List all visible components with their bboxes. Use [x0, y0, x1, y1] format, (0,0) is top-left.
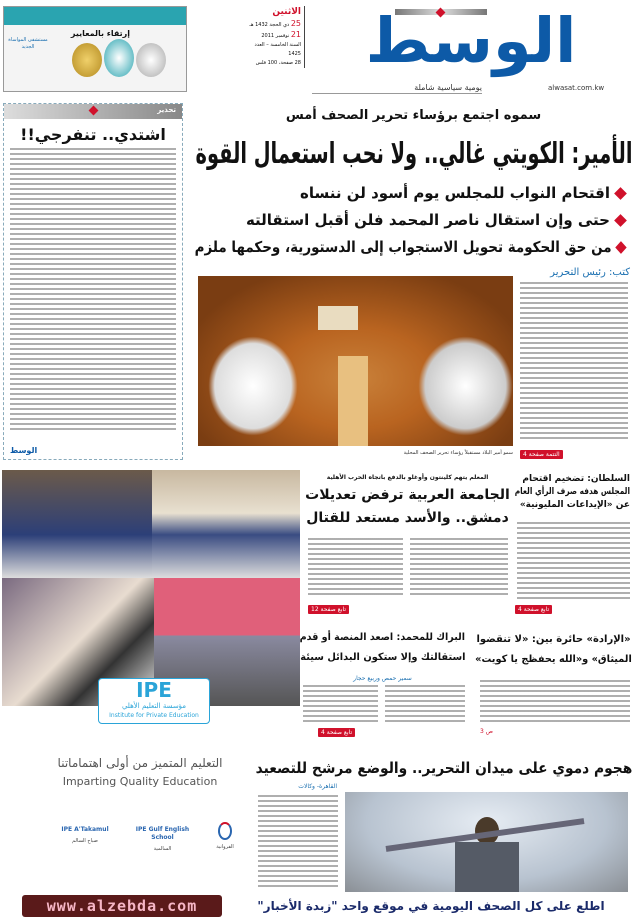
date-column — [243, 6, 305, 68]
story-arab-league-body — [410, 538, 508, 598]
story-sultan-continue[interactable]: تابع صفحة 4 — [515, 605, 552, 614]
story-irada-body — [480, 680, 630, 725]
lead-bullets — [195, 180, 625, 261]
ipe-slogan-en: Imparting Quality Education — [62, 775, 218, 788]
story-irada-continue[interactable]: ص 3 — [480, 728, 493, 735]
editorial-header-label: تحذير — [157, 106, 176, 114]
greg-date: نوفمبر 2011 — [261, 33, 290, 39]
lead-photo-meeting — [198, 276, 513, 446]
story-tahrir-body — [258, 795, 338, 887]
ad-badge-silver — [136, 43, 166, 77]
story-arab-league-continue[interactable]: تابع صفحة 12 — [308, 605, 349, 614]
ad-photo-graduation — [2, 470, 152, 578]
story-tahrir-byline: القاهرة- وكالات — [298, 783, 337, 790]
hijri-line — [243, 19, 301, 30]
lead-kicker: سموه اجتمع برؤساء تحرير الصحف أمس — [285, 108, 542, 123]
story-sultan-body — [517, 522, 630, 600]
story-arab-league-headline-2[interactable]: دمشق.. والأسد مستعد للقتال — [306, 510, 509, 526]
lead-headline[interactable]: الأمير: الكويتي غالي.. ولا نحب استعمال القوة — [195, 136, 632, 170]
story-tahrir-headline[interactable]: هجوم دموي على ميدان التحرير.. والوضع مرشح للتصعيد — [255, 759, 632, 777]
story-irada-headline-1[interactable]: «الإرادة» حائرة بين: «لا تنقضوا — [476, 634, 631, 645]
top-ad[interactable] — [3, 6, 187, 92]
bullet-diamond-icon — [614, 187, 627, 200]
ipe-logo-box — [98, 678, 210, 724]
masthead-tagline: يومية سياسية شاملة — [312, 83, 482, 94]
school-2 — [135, 826, 190, 852]
lead-bullet — [195, 207, 625, 234]
headline-line: السلطان: تضخيم اقتحام — [522, 474, 630, 484]
greg-day: 21 — [290, 30, 301, 39]
editorial-header — [4, 104, 182, 119]
year-issue: السنة الخامسة – العدد — [254, 42, 301, 48]
story-tahrir-photo — [345, 792, 628, 892]
ipe-name-en: Institute for Private Education — [109, 712, 199, 719]
bullet-text: من حق الحكومة تحويل الاستجواب إلى الدستورية، وحكمها ملزم — [194, 238, 612, 256]
ad-badge-hand — [104, 39, 134, 77]
bullet-diamond-icon — [615, 241, 626, 254]
watermark-site[interactable]: www.alzebda.com — [22, 895, 222, 917]
ipe-ad[interactable] — [0, 470, 250, 921]
editorial-body — [10, 148, 176, 433]
story-arab-league-kicker: المعلم يتهم كلينتون وأوغلو بالدفع باتجاه الحرب الأهلية — [326, 474, 489, 481]
school-emblem-icon — [218, 822, 232, 840]
school-area: السالمية — [153, 846, 172, 852]
editorial-box — [3, 103, 183, 460]
ipe-name-ar: مؤسسة التعليم الأهلي — [121, 702, 187, 710]
lead-photo-caption: سمو أمير البلاد مستقبلاً رؤساء تحرير الصحف المحلية — [403, 450, 513, 456]
bullet-diamond-icon — [614, 214, 627, 227]
story-arab-league-headline-1[interactable]: الجامعة العربية ترفض تعديلات — [305, 487, 510, 503]
editorial-footer-logo: الوسط — [10, 446, 38, 455]
headline-line: المجلس هدفه صرف الرأي العام — [514, 487, 630, 497]
lead-bullet — [195, 180, 625, 207]
story-barrak-headline-1[interactable]: البراك للمحمد: اصعد المنصة أو قدم — [299, 632, 465, 643]
school-area: الفروانية — [216, 844, 234, 850]
ad-photo-ceremony — [152, 470, 300, 578]
school-name: IPE A'Takamul — [61, 826, 109, 833]
school-3 — [205, 822, 245, 850]
greg-line — [243, 30, 301, 41]
editorial-diamond-icon — [89, 106, 99, 116]
masthead-logo[interactable]: الوسط — [365, 4, 577, 77]
story-barrak-continue[interactable]: تابع صفحة 4 — [318, 728, 355, 737]
story-barrak-body — [303, 685, 378, 725]
lead-continue-tag[interactable]: التتمة صفحة 4 — [520, 450, 563, 459]
ipe-slogan-ar: التعليم المتميز من أولى اهتماماتنا — [57, 756, 223, 770]
ad-badge-gold — [72, 43, 102, 77]
pages-price: 28 صفحة، 100 فلس — [255, 60, 301, 66]
hijri-day: 25 — [290, 19, 301, 28]
lead-bullet — [195, 234, 625, 261]
lead-byline: كتب: رئيس التحرير — [550, 267, 630, 278]
hijri-date: ذي الحجة 1432 هـ — [249, 22, 290, 28]
bullet-text: حتى وإن استقال ناصر المحمد فلن أقبل استقالته — [245, 211, 610, 229]
editorial-title: اشتدي.. تنفرجي!! — [20, 125, 166, 144]
story-arab-league-body — [308, 538, 403, 598]
watermark-text: اطلع على كل الصحف اليومية في موقع واحد "زبدة الأخبار" — [235, 897, 627, 915]
story-barrak-body — [385, 685, 465, 725]
school-name: IPE Gulf English School — [135, 826, 190, 841]
top-ad-side-text: مستشفى المواساة الجديد — [8, 37, 48, 50]
website[interactable]: alwasat.com.kw — [548, 84, 605, 92]
day-name: الاثنين — [272, 7, 301, 17]
ipe-logo: IPE — [136, 678, 172, 702]
story-sultan-headline[interactable] — [515, 473, 630, 512]
school-1 — [60, 826, 110, 844]
story-barrak-byline: سمير حمص وربيع حجار — [353, 675, 412, 682]
bullet-text: اقتحام النواب للمجلس يوم أسود لن ننساه — [300, 184, 610, 202]
story-irada-headline-2[interactable]: الميثاق» و«الله يحفظج يا كويت» — [475, 654, 632, 665]
top-ad-title: إرتقاء بالمعايير — [70, 29, 130, 38]
issue-number: 1425 — [288, 51, 301, 57]
story-barrak-headline-2[interactable]: استقالتك وإلا ستكون البدائل سيئة — [299, 652, 465, 663]
headline-line: عن «الإيداعات المليونية» — [519, 500, 630, 510]
school-area: صباح السالم — [72, 838, 98, 844]
lead-body — [520, 282, 628, 442]
